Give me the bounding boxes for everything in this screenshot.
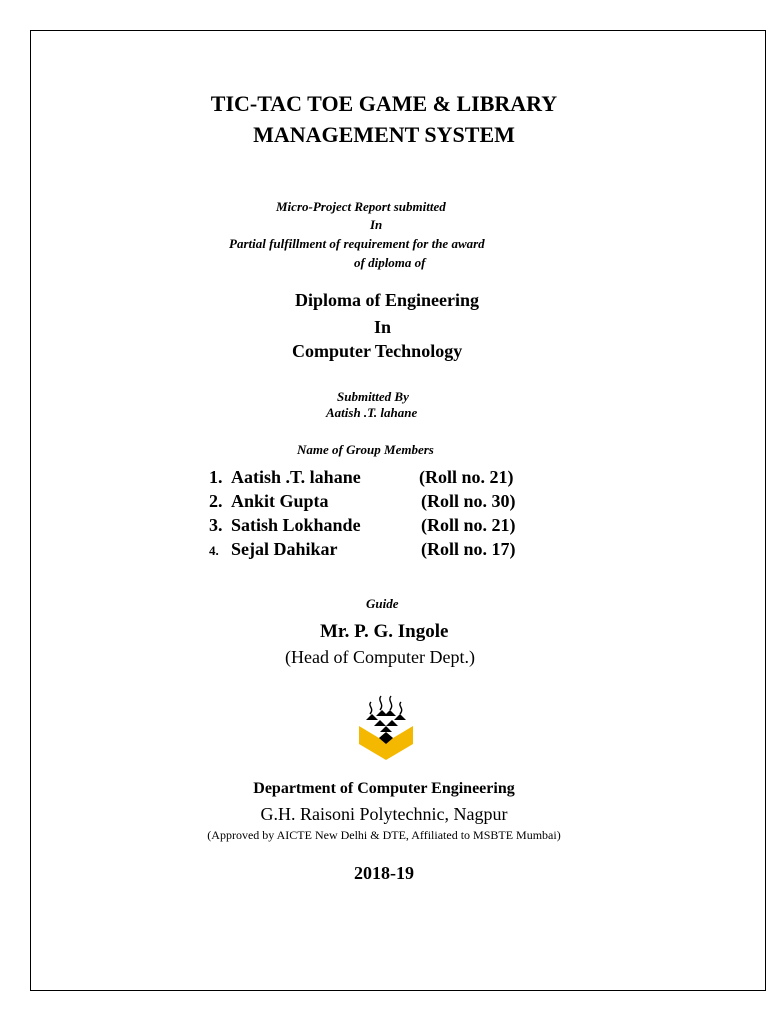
- guide-label: Guide: [366, 596, 399, 611]
- member-roll: (Roll no. 17): [421, 539, 516, 559]
- diploma-line-3: Computer Technology: [292, 341, 463, 361]
- member-row: [209, 537, 338, 563]
- member-number: 3.: [209, 515, 223, 535]
- member-name: Satish Lokhande: [231, 515, 361, 535]
- intro-line-4: of diploma of: [354, 255, 426, 270]
- approval-note: (Approved by AICTE New Delhi & DTE, Affiliated to MSBTE Mumbai): [207, 828, 561, 842]
- member-name: Ankit Gupta: [231, 491, 329, 511]
- department-name: Department of Computer Engineering: [253, 780, 515, 797]
- academic-year: 2018-19: [354, 863, 414, 883]
- member-roll: (Roll no. 30): [421, 491, 516, 511]
- submitted-by-label: Submitted By: [337, 389, 409, 404]
- guide-role: (Head of Computer Dept.): [285, 647, 475, 667]
- member-row: [209, 465, 361, 489]
- diploma-line-1: Diploma of Engineering: [295, 290, 480, 310]
- guide-name: Mr. P. G. Ingole: [320, 621, 449, 642]
- diploma-line-2: In: [374, 317, 392, 337]
- report-title-line-1: TIC-TAC TOE GAME & LIBRARY: [210, 91, 558, 116]
- intro-line-2: In: [370, 217, 383, 232]
- institute-name: G.H. Raisoni Polytechnic, Nagpur: [260, 804, 508, 824]
- member-number: 1.: [209, 467, 223, 487]
- page-border: [30, 30, 766, 991]
- member-roll: (Roll no. 21): [419, 467, 514, 487]
- submitted-by-name: Aatish .T. lahane: [326, 405, 418, 420]
- intro-line-3: Partial fulfillment of requirement for the award: [229, 236, 485, 251]
- member-row: [209, 513, 361, 537]
- member-name: Aatish .T. lahane: [231, 467, 361, 487]
- intro-line-1: Micro-Project Report submitted: [276, 199, 446, 214]
- member-number: 4.: [209, 543, 219, 558]
- institute-logo-icon: [357, 692, 415, 762]
- member-number: 2.: [209, 491, 223, 511]
- report-title-line-2: MANAGEMENT SYSTEM: [253, 122, 515, 147]
- member-roll: (Roll no. 21): [421, 515, 516, 535]
- member-row: [209, 489, 329, 513]
- group-members-label: Name of Group Members: [297, 442, 434, 457]
- member-name: Sejal Dahikar: [231, 539, 338, 559]
